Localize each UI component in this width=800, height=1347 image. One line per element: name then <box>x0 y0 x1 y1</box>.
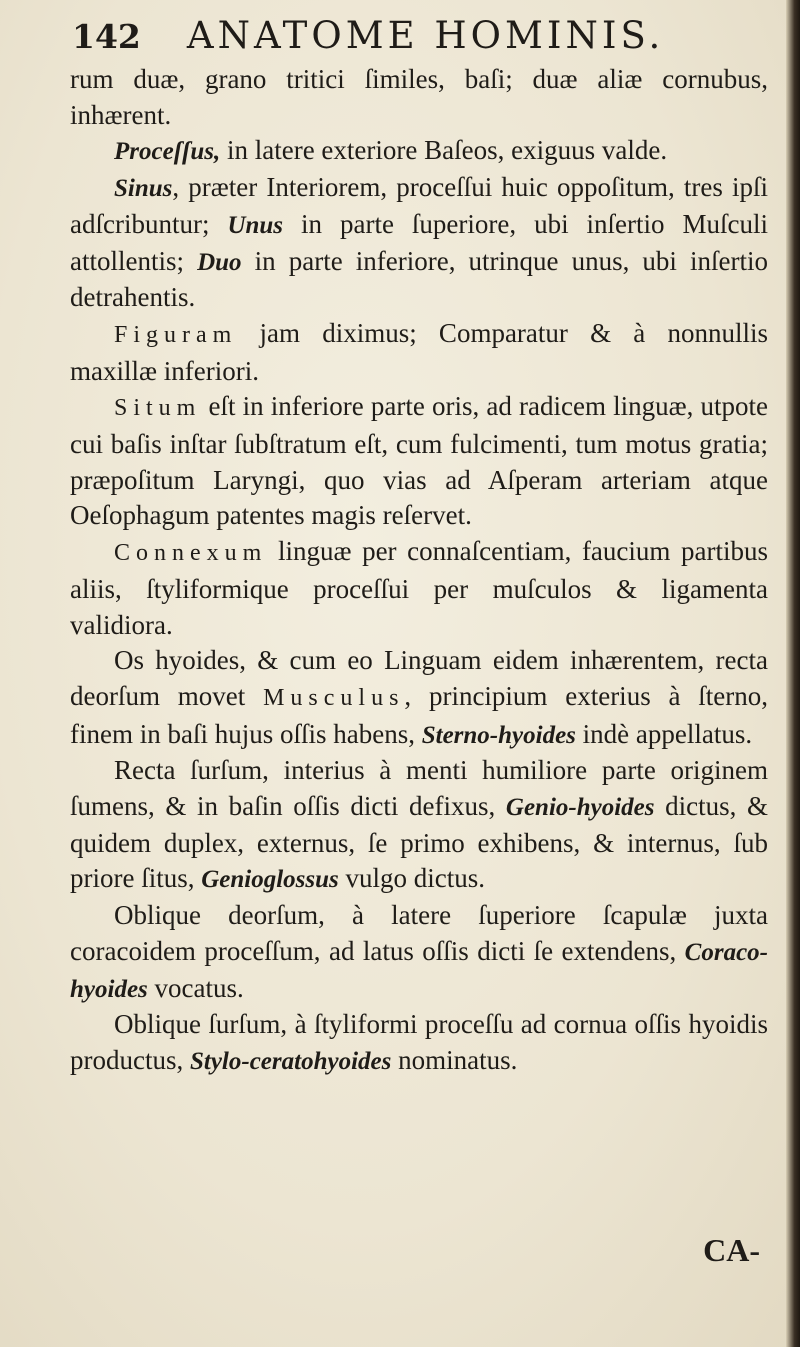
para-text: indè appellatus. <box>575 718 753 749</box>
paragraph-situm <box>70 389 768 534</box>
page-edge-shadow <box>786 0 800 1347</box>
para-text: in parte ſuperiore, ubi inſertio Muſculi attollentis; <box>70 208 768 276</box>
term-unus: Unus <box>227 211 284 239</box>
term-coraco-hyoides: Coraco-hyoides <box>70 938 768 1003</box>
paragraph-sinus <box>70 170 768 316</box>
catchword: CA- <box>703 1232 760 1268</box>
para-text: , præter Interiorem, proceſſui huic oppoſitum, tres ipſi adſcribuntur; <box>70 172 768 239</box>
para-text: rum duæ, grano tritici ſimiles, baſi; duæ aliæ cornubus, inhærent. <box>70 64 768 130</box>
paragraph-oblique-deorsum <box>70 898 768 1007</box>
body-text <box>70 62 768 1080</box>
term-processus: Proceſſus, <box>114 138 221 166</box>
term-genio-hyoides: Genio-hyoides <box>505 794 655 822</box>
running-title: ANATOME HOMINIS. <box>186 14 665 57</box>
term-connexum: Connexum <box>114 540 268 567</box>
para-text: , principium exterius à ſterno, finem in baſi hujus oſſis habens, <box>70 680 768 749</box>
term-stylo-ceratohyoides: Stylo-ceratohyoides <box>189 1047 392 1075</box>
paragraph-musculus <box>70 643 768 753</box>
para-text: Oblique deorſum, à latere ſuperiore ſcapulæ juxta coracoidem proceſſum, ad latus oſſis dicti ſe extendens, <box>70 900 768 966</box>
page-number: 142 <box>72 17 141 56</box>
para-text: in parte inferiore, utrinque unus, ubi inſertio detrahentis. <box>70 245 768 313</box>
term-figuram: Figuram <box>114 321 238 348</box>
term-genioglossus: Genioglossus <box>201 866 339 894</box>
para-text: nominatus. <box>391 1044 518 1075</box>
para-text: eſt in inferiore parte oris, ad radicem linguæ, utpote cui baſis inſtar ſubſtratum eſt, cum fulcimenti, tum motus gratia; præpoſitum Laryngi, quo vias ad Aſperam arteriam atque Oeſophagum patentes magis reſervet. <box>70 391 768 531</box>
para-text: Recta ſurſum, interius à menti humiliore parte originem ſumens, & in baſin oſſis dicti defixus, <box>70 755 768 822</box>
paragraph-processus <box>70 133 768 170</box>
para-text: vocatus. <box>147 972 244 1003</box>
paragraph-connexum <box>70 534 768 643</box>
paragraph-recta-sursum <box>70 753 768 898</box>
paragraph-figuram <box>70 316 768 389</box>
para-text: Os hyoides, & cum eo Linguam eidem inhærentem, recta deorſum movet <box>70 645 768 711</box>
term-sterno-hyoides: Sterno-hyoides <box>421 721 576 749</box>
paragraph-oblique-sursum <box>70 1007 768 1079</box>
para-text: in latere exteriore Baſeos, exiguus valde. <box>220 135 668 166</box>
term-sinus: Sinus <box>114 175 173 203</box>
para-text: linguæ per connaſcentiam, faucium partibus aliis, ſtyliformique proceſſui per muſculos & ligamenta validiora. <box>70 536 768 640</box>
term-musculus: Musculus <box>263 684 405 711</box>
term-duo: Duo <box>197 248 242 276</box>
paragraph-continuation <box>70 62 768 133</box>
para-text: Oblique ſurſum, à ſtyliformi proceſſu ad cornua oſſis hyoidis productus, <box>70 1009 768 1075</box>
term-situm: Situm <box>114 395 202 422</box>
para-text: dictus, & quidem duplex, externus, ſe primo exhibens, & internus, ſub priore ſitus, <box>70 791 769 894</box>
para-text: jam diximus; Comparatur & à nonnullis maxillæ inferiori. <box>70 317 768 386</box>
para-text: vulgo dictus. <box>338 863 486 894</box>
